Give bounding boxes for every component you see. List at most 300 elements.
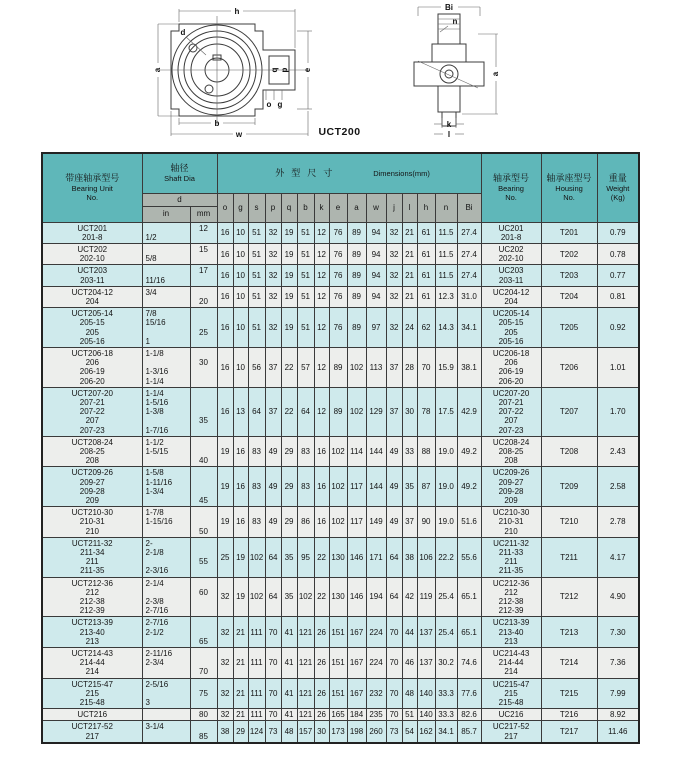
weight-cell: 2.78 bbox=[597, 507, 639, 538]
bearing-no-line: UC208-24 bbox=[492, 437, 530, 447]
header-bearing-no-no: No. bbox=[505, 193, 517, 203]
dim-w-cell: 94 bbox=[366, 286, 386, 307]
shaft-mm-line bbox=[191, 517, 217, 526]
unit-no-cell bbox=[42, 286, 142, 307]
shaft-in-line: 1/2 bbox=[145, 232, 157, 242]
shaft-mm-cell bbox=[190, 265, 217, 286]
unit-no-line: UCT212-36 bbox=[71, 578, 113, 588]
header-dim-p: p bbox=[265, 193, 281, 222]
header-housing-no bbox=[541, 153, 597, 222]
bearing-no-cell bbox=[481, 721, 541, 743]
unit-no-line: 205 bbox=[85, 327, 99, 337]
dim-k-cell: 16 bbox=[314, 507, 329, 538]
dim-a-cell: 167 bbox=[347, 678, 366, 709]
dim-o-cell: 32 bbox=[217, 617, 233, 648]
front-dim-h-label: h bbox=[234, 7, 240, 16]
bearing-no-line: UC217-52 bbox=[492, 722, 530, 732]
header-bearing-unit-no: No. bbox=[86, 193, 99, 203]
header-bearing-unit-en: Bearing Unit bbox=[71, 184, 113, 194]
dim-p-cell: 64 bbox=[265, 577, 281, 617]
shaft-in-line bbox=[146, 266, 190, 275]
dim-s-cell: 111 bbox=[248, 709, 265, 721]
unit-no-line: 208 bbox=[85, 456, 99, 466]
table-row bbox=[42, 387, 639, 436]
shaft-in-line bbox=[146, 496, 190, 505]
side-dim-bi-label: Bi bbox=[445, 3, 453, 12]
unit-no-cell bbox=[42, 467, 142, 507]
dim-p-cell: 32 bbox=[265, 222, 281, 243]
shaft-mm-line bbox=[191, 468, 217, 477]
shaft-in-line: 2-7/16 bbox=[145, 606, 169, 616]
shaft-mm-line bbox=[191, 539, 217, 548]
shaft-in-line bbox=[146, 527, 190, 536]
header-dimensions-en: Dimensions(mm) bbox=[373, 168, 430, 178]
unit-no-line: 203-11 bbox=[80, 275, 105, 285]
housing-no-cell: T213 bbox=[541, 617, 597, 648]
shaft-in-line: 1-11/16 bbox=[145, 477, 173, 487]
shaft-mm-cell bbox=[190, 243, 217, 264]
weight-cell: 0.78 bbox=[597, 243, 639, 264]
unit-no-line: UCT213-39 bbox=[71, 618, 113, 628]
shaft-mm-line: 85 bbox=[199, 731, 208, 741]
dim-w-cell: 171 bbox=[366, 537, 386, 577]
unit-no-line: 206-20 bbox=[79, 376, 105, 386]
dim-j-cell: 49 bbox=[386, 467, 402, 507]
shaft-in-line bbox=[146, 245, 190, 254]
shaft-in-line: 2-11/16 bbox=[145, 649, 173, 659]
dim-e-cell: 130 bbox=[329, 537, 347, 577]
dim-j-cell: 37 bbox=[386, 347, 402, 387]
dim-p-cell: 37 bbox=[265, 347, 281, 387]
weight-cell: 2.58 bbox=[597, 467, 639, 507]
unit-no-line: 209-27 bbox=[79, 477, 105, 487]
dim-h-cell: 106 bbox=[417, 537, 435, 577]
shaft-mm-line bbox=[191, 658, 217, 667]
shaft-mm-line: 65 bbox=[199, 636, 208, 646]
dim-l-cell: 33 bbox=[402, 436, 417, 467]
dim-k-cell: 26 bbox=[314, 709, 329, 721]
unit-no-line: UCT206-18 bbox=[71, 348, 113, 358]
shaft-in-line: 3-1/4 bbox=[145, 722, 164, 732]
dim-g-cell: 10 bbox=[233, 243, 248, 264]
unit-no-line: 207-22 bbox=[79, 407, 105, 417]
shaft-mm-line: 17 bbox=[199, 266, 208, 276]
table-row bbox=[42, 467, 639, 507]
shaft-in-cell bbox=[142, 709, 190, 721]
shaft-mm-line bbox=[191, 628, 217, 637]
unit-no-line: 207-21 bbox=[79, 397, 105, 407]
dim-s-cell: 83 bbox=[248, 436, 265, 467]
bearing-no-cell bbox=[481, 308, 541, 348]
shaft-mm-line: 15 bbox=[199, 244, 208, 254]
dim-e-cell: 130 bbox=[329, 577, 347, 617]
shaft-in-line: 1-3/16 bbox=[145, 367, 169, 377]
weight-cell: 8.92 bbox=[597, 709, 639, 721]
dim-g-cell: 19 bbox=[233, 537, 248, 577]
dim-g-cell: 21 bbox=[233, 678, 248, 709]
unit-no-line: UCT211-32 bbox=[71, 538, 113, 548]
dim-a-cell: 146 bbox=[347, 537, 366, 577]
bearing-no-line: 204 bbox=[504, 296, 518, 306]
dim-n-cell: 25.4 bbox=[435, 617, 457, 648]
housing-no-cell: T210 bbox=[541, 507, 597, 538]
dim-o-cell: 16 bbox=[217, 286, 233, 307]
dim-b-cell: 86 bbox=[297, 507, 314, 538]
shaft-in-line: 3 bbox=[145, 698, 150, 708]
shaft-in-line: 2-1/4 bbox=[145, 578, 164, 588]
dim-l-cell: 42 bbox=[402, 577, 417, 617]
shaft-mm-cell bbox=[190, 648, 217, 679]
table-row bbox=[42, 617, 639, 648]
shaft-in-line: 1-5/8 bbox=[145, 468, 164, 478]
side-view-drawing bbox=[388, 0, 518, 138]
dim-l-cell: 35 bbox=[402, 467, 417, 507]
weight-cell: 7.36 bbox=[597, 648, 639, 679]
dim-e-cell: 151 bbox=[329, 617, 347, 648]
dim-j-cell: 37 bbox=[386, 387, 402, 436]
shaft-mm-line bbox=[191, 447, 217, 456]
bearing-no-line: 212 bbox=[504, 587, 518, 597]
dim-l-cell: 21 bbox=[402, 286, 417, 307]
unit-no-line: UCT215-47 bbox=[71, 679, 113, 689]
shaft-mm-line: 70 bbox=[199, 667, 208, 677]
shaft-mm-cell bbox=[190, 387, 217, 436]
dim-e-cell: 76 bbox=[329, 286, 347, 307]
unit-no-line: UCT202 bbox=[77, 244, 108, 254]
dim-o-cell: 16 bbox=[217, 243, 233, 264]
shaft-in-line: 11/16 bbox=[145, 275, 165, 285]
shaft-mm-line bbox=[191, 579, 217, 588]
bearing-no-line: UC205-14 bbox=[492, 309, 530, 319]
unit-no-line: 206-19 bbox=[79, 367, 105, 377]
weight-cell: 1.01 bbox=[597, 347, 639, 387]
dim-n-cell: 33.3 bbox=[435, 678, 457, 709]
bearing-no-line: UC211-32 bbox=[493, 538, 529, 548]
dim-q-cell: 41 bbox=[281, 678, 297, 709]
shaft-mm-line bbox=[191, 606, 217, 615]
header-shaft-mm: mm bbox=[190, 206, 217, 222]
shaft-mm-line bbox=[191, 478, 217, 487]
shaft-mm-line: 35 bbox=[199, 416, 208, 426]
header-dim-a: a bbox=[347, 193, 366, 222]
dim-p-cell: 73 bbox=[265, 721, 281, 743]
side-dim-a-label: a bbox=[491, 71, 500, 77]
dim-j-cell: 70 bbox=[386, 709, 402, 721]
weight-cell: 7.30 bbox=[597, 617, 639, 648]
bearing-no-line: 209-28 bbox=[498, 486, 524, 496]
dim-q-cell: 48 bbox=[281, 721, 297, 743]
bearing-no-line: 215-48 bbox=[498, 698, 524, 708]
unit-no-line: 211 bbox=[85, 557, 99, 567]
bearing-no-line: UC213-39 bbox=[492, 618, 530, 628]
front-dim-o-label: o bbox=[266, 100, 272, 109]
dim-h-cell: 119 bbox=[417, 577, 435, 617]
shaft-in-line bbox=[146, 224, 190, 233]
shaft-in-cell bbox=[142, 721, 190, 743]
header-shaft-dia bbox=[142, 153, 217, 193]
shaft-mm-cell bbox=[190, 617, 217, 648]
shaft-mm-line bbox=[191, 276, 217, 285]
dim-q-cell: 41 bbox=[281, 648, 297, 679]
shaft-mm-line: 80 bbox=[199, 710, 208, 720]
bearing-no-line: UC201 bbox=[498, 223, 524, 233]
bearing-no-line: 207 bbox=[504, 416, 518, 426]
unit-no-cell bbox=[42, 709, 142, 721]
dim-s-cell: 51 bbox=[248, 308, 265, 348]
housing-no-cell: T215 bbox=[541, 678, 597, 709]
bearing-no-cell bbox=[481, 648, 541, 679]
dim-Bi-cell: 31.0 bbox=[457, 286, 481, 307]
table-row bbox=[42, 308, 639, 348]
dim-l-cell: 21 bbox=[402, 222, 417, 243]
dim-s-cell: 83 bbox=[248, 467, 265, 507]
table-row bbox=[42, 709, 639, 721]
header-bearing-unit bbox=[42, 153, 142, 222]
dim-j-cell: 64 bbox=[386, 577, 402, 617]
bearing-no-line: 203-11 bbox=[498, 275, 524, 285]
header-shaft-dia-en: Shaft Dia bbox=[164, 174, 195, 184]
bearing-no-line: UC212-36 bbox=[492, 578, 530, 588]
dim-q-cell: 41 bbox=[281, 709, 297, 721]
bearing-no-line: 213-40 bbox=[498, 627, 524, 637]
dim-h-cell: 90 bbox=[417, 507, 435, 538]
bearing-no-line: UC203 bbox=[498, 266, 524, 276]
header-dim-g: g bbox=[233, 193, 248, 222]
dim-j-cell: 70 bbox=[386, 617, 402, 648]
shaft-mm-line bbox=[191, 337, 217, 346]
dim-g-cell: 10 bbox=[233, 222, 248, 243]
dim-a-cell: 89 bbox=[347, 243, 366, 264]
table-row bbox=[42, 537, 639, 577]
bearing-no-line: 211 bbox=[504, 557, 518, 567]
shaft-mm-cell bbox=[190, 678, 217, 709]
dim-q-cell: 22 bbox=[281, 347, 297, 387]
header-housing-no-no: No. bbox=[563, 193, 575, 203]
bearing-no-line: 205 bbox=[504, 327, 518, 337]
dim-j-cell: 70 bbox=[386, 678, 402, 709]
dim-p-cell: 70 bbox=[265, 648, 281, 679]
unit-no-cell bbox=[42, 507, 142, 538]
dim-b-cell: 102 bbox=[297, 577, 314, 617]
table-row bbox=[42, 243, 639, 264]
dim-Bi-cell: 65.1 bbox=[457, 617, 481, 648]
unit-no-line: 205-15 bbox=[79, 318, 105, 328]
shaft-mm-line: 50 bbox=[199, 526, 208, 536]
shaft-mm-line bbox=[191, 318, 217, 327]
dim-g-cell: 21 bbox=[233, 648, 248, 679]
dim-w-cell: 232 bbox=[366, 678, 386, 709]
unit-no-line: 215-48 bbox=[79, 698, 105, 708]
dim-q-cell: 19 bbox=[281, 286, 297, 307]
dim-e-cell: 76 bbox=[329, 222, 347, 243]
bearing-no-line: 210-31 bbox=[498, 517, 524, 527]
header-shaft-dia-cn: 轴径 bbox=[170, 163, 189, 174]
shaft-in-cell bbox=[142, 648, 190, 679]
housing-no-cell: T207 bbox=[541, 387, 597, 436]
bearing-no-cell bbox=[481, 577, 541, 617]
dim-w-cell: 194 bbox=[366, 577, 386, 617]
dim-h-cell: 78 bbox=[417, 387, 435, 436]
dim-k-cell: 22 bbox=[314, 577, 329, 617]
dim-q-cell: 22 bbox=[281, 387, 297, 436]
housing-no-cell: T212 bbox=[541, 577, 597, 617]
unit-no-line: 211-34 bbox=[80, 548, 105, 557]
dim-a-cell: 89 bbox=[347, 222, 366, 243]
unit-no-line: 208-25 bbox=[79, 446, 105, 456]
dim-o-cell: 19 bbox=[217, 507, 233, 538]
bearing-no-cell bbox=[481, 265, 541, 286]
dim-Bi-cell: 34.1 bbox=[457, 308, 481, 348]
header-weight-cn: 重量 bbox=[608, 173, 627, 184]
unit-no-cell bbox=[42, 265, 142, 286]
dim-n-cell: 11.5 bbox=[435, 265, 457, 286]
shaft-mm-line: 40 bbox=[199, 456, 208, 466]
dim-n-cell: 19.0 bbox=[435, 436, 457, 467]
bearing-no-line: 211-35 bbox=[498, 566, 524, 576]
shaft-mm-line bbox=[191, 548, 217, 557]
header-dim-e: e bbox=[329, 193, 347, 222]
dim-w-cell: 94 bbox=[366, 243, 386, 264]
front-dim-g-label: g bbox=[277, 100, 283, 109]
shaft-in-cell bbox=[142, 243, 190, 264]
bearing-no-line: 209-27 bbox=[498, 477, 524, 487]
dim-o-cell: 19 bbox=[217, 436, 233, 467]
dim-k-cell: 16 bbox=[314, 436, 329, 467]
unit-no-line: UCT214-43 bbox=[71, 649, 113, 659]
dim-s-cell: 111 bbox=[248, 678, 265, 709]
unit-no-cell bbox=[42, 617, 142, 648]
bearing-no-line: 202-10 bbox=[498, 254, 524, 264]
shaft-mm-line: 60 bbox=[199, 587, 208, 597]
dim-p-cell: 49 bbox=[265, 507, 281, 538]
bearing-no-line: UC209-26 bbox=[492, 468, 530, 478]
dim-w-cell: 144 bbox=[366, 436, 386, 467]
unit-no-line: 206 bbox=[85, 358, 99, 368]
dim-g-cell: 19 bbox=[233, 577, 248, 617]
dim-k-cell: 12 bbox=[314, 222, 329, 243]
unit-no-line: UCT207-20 bbox=[71, 388, 113, 398]
header-housing-no-en: Housing bbox=[555, 184, 583, 194]
dim-b-cell: 121 bbox=[297, 617, 314, 648]
housing-no-cell: T202 bbox=[541, 243, 597, 264]
shaft-in-cell bbox=[142, 577, 190, 617]
shaft-mm-line bbox=[191, 389, 217, 398]
bearing-no-line: UC215-47 bbox=[492, 679, 530, 689]
unit-no-line: 213-40 bbox=[79, 627, 105, 637]
dim-j-cell: 49 bbox=[386, 507, 402, 538]
bearing-no-line: 205-16 bbox=[498, 336, 524, 346]
unit-no-cell bbox=[42, 577, 142, 617]
dim-b-cell: 51 bbox=[297, 222, 314, 243]
dim-j-cell: 32 bbox=[386, 265, 402, 286]
dim-p-cell: 49 bbox=[265, 467, 281, 507]
shaft-in-line: 15/16 bbox=[145, 318, 166, 328]
dim-b-cell: 64 bbox=[297, 387, 314, 436]
dim-k-cell: 22 bbox=[314, 537, 329, 577]
dim-k-cell: 16 bbox=[314, 467, 329, 507]
dim-e-cell: 76 bbox=[329, 265, 347, 286]
dim-k-cell: 30 bbox=[314, 721, 329, 743]
shaft-in-line: 1-1/8 bbox=[145, 348, 164, 358]
housing-no-cell: T206 bbox=[541, 347, 597, 387]
dim-s-cell: 111 bbox=[248, 617, 265, 648]
shaft-mm-line bbox=[191, 377, 217, 386]
housing-no-cell: T216 bbox=[541, 709, 597, 721]
dim-q-cell: 19 bbox=[281, 243, 297, 264]
unit-no-cell bbox=[42, 347, 142, 387]
front-dim-b-label: b bbox=[214, 119, 220, 128]
shaft-in-cell bbox=[142, 265, 190, 286]
dim-h-cell: 61 bbox=[417, 222, 435, 243]
bearing-no-line: 214 bbox=[504, 667, 518, 677]
dim-h-cell: 140 bbox=[417, 709, 435, 721]
bearing-no-cell bbox=[481, 243, 541, 264]
dim-w-cell: 144 bbox=[366, 467, 386, 507]
dim-g-cell: 13 bbox=[233, 387, 248, 436]
unit-no-line: 213 bbox=[85, 636, 99, 646]
table-row bbox=[42, 222, 639, 243]
unit-no-line: 210-31 bbox=[79, 517, 105, 527]
dim-g-cell: 29 bbox=[233, 721, 248, 743]
front-view-drawing bbox=[122, 4, 332, 139]
shaft-mm-line bbox=[191, 698, 217, 707]
header-dim-o: o bbox=[217, 193, 233, 222]
shaft-in-line: 2-3/16 bbox=[145, 566, 169, 576]
dim-l-cell: 51 bbox=[402, 709, 417, 721]
bearing-no-cell bbox=[481, 709, 541, 721]
weight-cell: 11.46 bbox=[597, 721, 639, 743]
dim-g-cell: 16 bbox=[233, 436, 248, 467]
dim-h-cell: 137 bbox=[417, 617, 435, 648]
dim-j-cell: 73 bbox=[386, 721, 402, 743]
dim-q-cell: 29 bbox=[281, 436, 297, 467]
weight-cell: 1.70 bbox=[597, 387, 639, 436]
shaft-in-line: 1-5/16 bbox=[145, 397, 169, 407]
dim-k-cell: 26 bbox=[314, 648, 329, 679]
dim-w-cell: 113 bbox=[366, 347, 386, 387]
dim-b-cell: 51 bbox=[297, 265, 314, 286]
dim-h-cell: 62 bbox=[417, 308, 435, 348]
dim-q-cell: 41 bbox=[281, 617, 297, 648]
shaft-mm-line bbox=[191, 233, 217, 242]
dim-w-cell: 224 bbox=[366, 617, 386, 648]
shaft-mm-line bbox=[191, 508, 217, 517]
shaft-mm-line bbox=[191, 680, 217, 689]
dim-o-cell: 32 bbox=[217, 678, 233, 709]
dim-a-cell: 198 bbox=[347, 721, 366, 743]
dim-Bi-cell: 55.6 bbox=[457, 537, 481, 577]
header-dim-b: b bbox=[297, 193, 314, 222]
dim-a-cell: 89 bbox=[347, 265, 366, 286]
shaft-in-line: 2- bbox=[145, 538, 153, 548]
unit-no-line: 215 bbox=[85, 688, 99, 698]
dim-w-cell: 94 bbox=[366, 222, 386, 243]
shaft-mm-line bbox=[191, 288, 217, 297]
dim-a-cell: 117 bbox=[347, 467, 366, 507]
shaft-mm-cell bbox=[190, 537, 217, 577]
dim-k-cell: 12 bbox=[314, 387, 329, 436]
shaft-mm-line bbox=[191, 254, 217, 263]
dim-p-cell: 70 bbox=[265, 617, 281, 648]
dim-l-cell: 54 bbox=[402, 721, 417, 743]
housing-no-cell: T205 bbox=[541, 308, 597, 348]
bearing-no-line: UC202 bbox=[498, 244, 524, 254]
dim-g-cell: 21 bbox=[233, 709, 248, 721]
unit-no-line: 211-35 bbox=[80, 566, 105, 576]
header-bearing-unit-cn: 带座轴承型号 bbox=[65, 173, 120, 184]
header-weight-en: Weight bbox=[606, 184, 630, 194]
dim-e-cell: 151 bbox=[329, 678, 347, 709]
